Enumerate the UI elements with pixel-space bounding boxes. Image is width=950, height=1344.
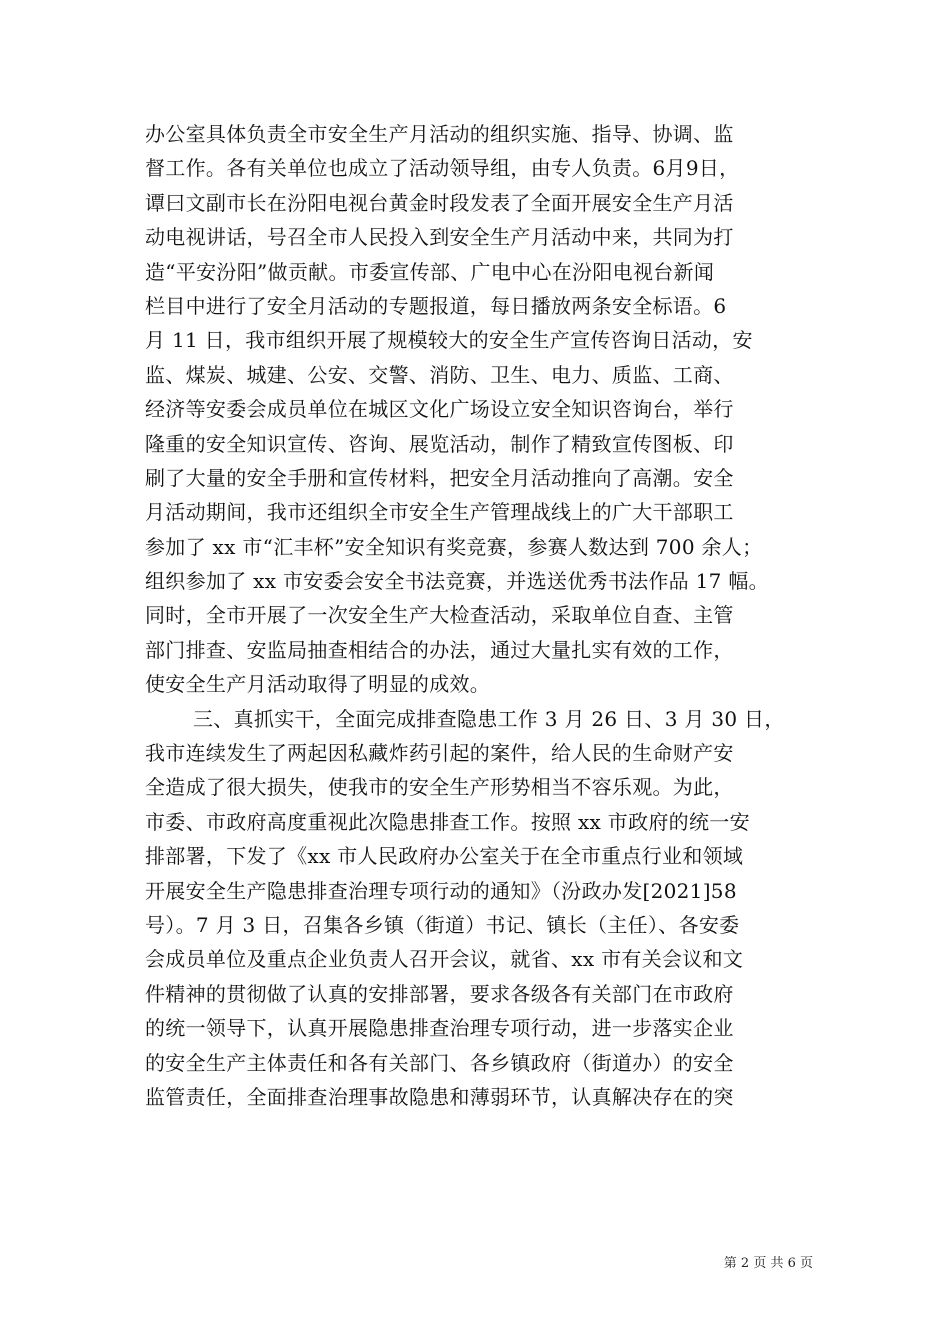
text-line: 同时，全市开展了一次安全生产大检查活动，采取单位自查、主管 bbox=[145, 603, 734, 628]
text-line: 组织参加了 xx 市安委会安全书法竞赛，并选送优秀书法作品 17 幅。 bbox=[145, 569, 769, 594]
text-line: 全造成了很大损失，使我市的安全生产形势相当不容乐观。为此， bbox=[145, 775, 734, 800]
text-line: 谭曰文副市长在汾阳电视台黄金时段发表了全面开展安全生产月活 bbox=[145, 190, 734, 215]
text-line: 监、煤炭、城建、公安、交警、消防、卫生、电力、质监、工商、 bbox=[145, 362, 734, 387]
text-line: 经济等安委会成员单位在城区文化广场设立安全知识咨询台，举行 bbox=[145, 397, 734, 422]
text-line: 月活动期间，我市还组织全市安全生产管理战线上的广大干部职工 bbox=[145, 500, 734, 525]
text-line: 的统一领导下，认真开展隐患排查治理专项行动，进一步落实企业 bbox=[145, 1016, 734, 1041]
text-line: 的安全生产主体责任和各有关部门、各乡镇政府（街道办）的安全 bbox=[145, 1050, 734, 1075]
text-line: 三、真抓实干，全面完成排查隐患工作 3 月 26 日、3 月 30 日， bbox=[193, 706, 785, 731]
document-body bbox=[145, 117, 825, 1114]
text-line: 我市连续发生了两起因私藏炸药引起的案件，给人民的生命财产安 bbox=[145, 741, 734, 766]
text-line: 办公室具体负责全市安全生产月活动的组织实施、指导、协调、监 bbox=[145, 122, 734, 146]
text-line: 号）。7 月 3 日，召集各乡镇（街道）书记、镇长（主任）、各安委 bbox=[145, 912, 740, 937]
text-line: 排部署，下发了《xx 市人民政府办公室关于在全市重点行业和领域 bbox=[145, 844, 744, 869]
text-line: 造“平安汾阳”做贡献。市委宣传部、广电中心在汾阳电视台新闻 bbox=[145, 259, 715, 284]
text-line: 会成员单位及重点企业负责人召开会议，就省、xx 市有关会议和文 bbox=[145, 947, 744, 972]
text-line: 动电视讲话，号召全市人民投入到安全生产月活动中来，共同为打 bbox=[145, 225, 734, 250]
text-line: 市委、市政府高度重视此次隐患排查工作。按照 xx 市政府的统一安 bbox=[145, 809, 750, 834]
text-line: 栏目中进行了安全月活动的专题报道，每日播放两条安全标语。6 bbox=[145, 293, 727, 318]
text-line: 督工作。各有关单位也成立了活动领导组，由专人负责。6月9日， bbox=[145, 156, 740, 181]
text-line: 刷了大量的安全手册和宣传材料，把安全月活动推向了高潮。安全 bbox=[145, 465, 734, 490]
page-number: 第 2 页 共 6 页 bbox=[723, 1256, 813, 1271]
text-line: 开展安全生产隐患排查治理专项行动的通知》（汾政办发[2021]58 bbox=[145, 878, 737, 903]
text-line: 使安全生产月活动取得了明显的成效。 bbox=[145, 672, 491, 697]
text-line: 件精神的贯彻做了认真的安排部署，要求各级各有关部门在市政府 bbox=[145, 981, 734, 1006]
text-line: 部门排查、安监局抽查相结合的办法，通过大量扎实有效的工作， bbox=[145, 637, 734, 662]
text-line: 月 11 日，我市组织开展了规模较大的安全生产宣传咨询日活动，安 bbox=[145, 328, 753, 353]
text-line: 参加了 xx 市“汇丰杯”安全知识有奖竞赛，参赛人数达到 700 余人； bbox=[145, 534, 763, 559]
text-line: 隆重的安全知识宣传、咨询、展览活动，制作了精致宣传图板、印 bbox=[145, 431, 734, 456]
text-line: 监管责任，全面排查治理事故隐患和薄弱环节，认真解决存在的突 bbox=[145, 1084, 734, 1109]
